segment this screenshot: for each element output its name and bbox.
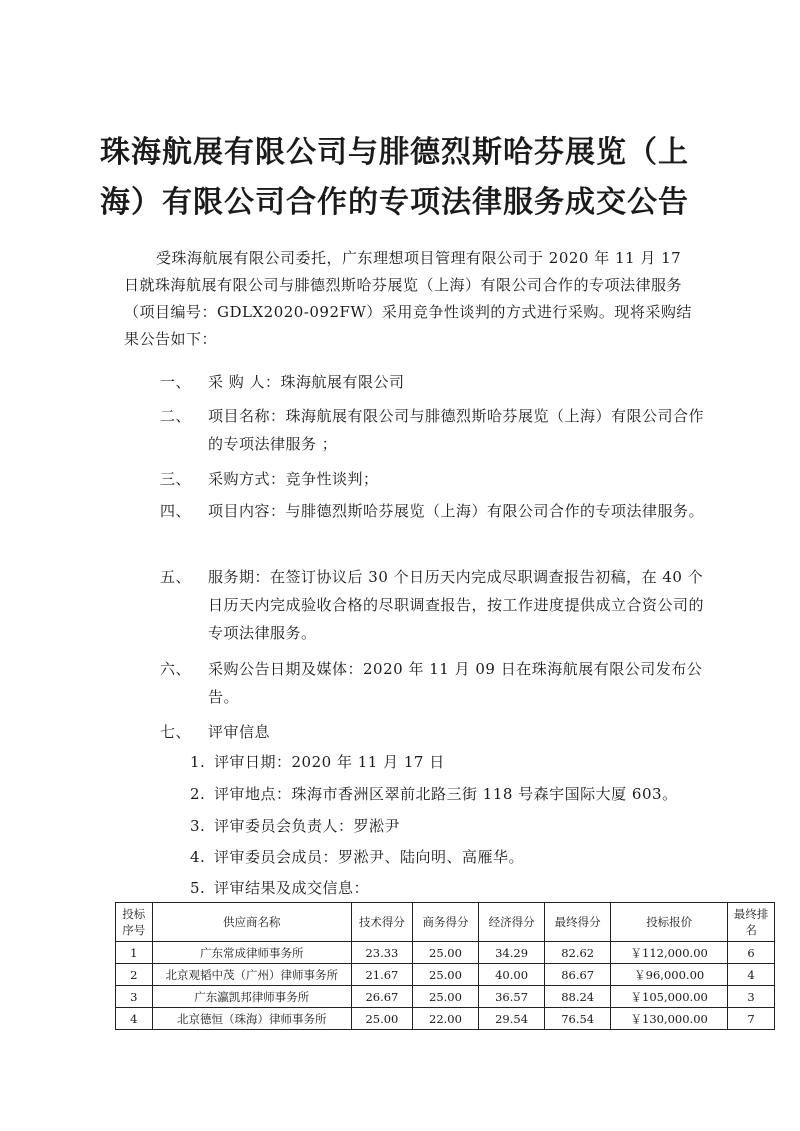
item-service-period [160,563,705,647]
item-number: 一、 [160,373,192,391]
cell-technical-score: 23.33 [351,942,412,964]
cell-final-rank: 6 [728,942,775,964]
table-row [116,986,775,1008]
item-purchaser [160,368,705,396]
review-committee-leader [190,812,700,840]
header-final-score: 最终得分 [545,903,611,942]
header-bid-number: 投标序号 [116,903,153,942]
item-procurement-method [160,465,705,493]
sub-number: 1. [190,753,206,771]
item-project-name [160,402,705,458]
cell-final-rank: 3 [728,986,775,1008]
cell-bid-number: 2 [116,964,153,986]
sub-text: 评审地点：珠海市香洲区翠前北路三街 118 号森宇国际大厦 603。 [214,785,678,803]
cell-business-score: 25.00 [412,964,478,986]
item-text: 采购公告日期及媒体：2020 年 11 月 09 日在珠海航展有限公司发布公告。 [208,660,703,706]
cell-business-score: 25.00 [412,942,478,964]
review-location [190,780,700,808]
review-date [190,748,700,776]
item-number: 二、 [160,407,192,425]
item-project-content [160,497,705,525]
item-text: 项目名称：珠海航展有限公司与腓德烈斯哈芬展览（上海）有限公司合作的专项法律服务 ； [208,407,705,453]
cell-business-score: 22.00 [412,1008,478,1030]
item-text: 采 购 人：珠海航展有限公司 [208,373,405,391]
item-number: 五、 [160,568,192,586]
item-review-info [160,718,705,746]
item-text: 项目内容：与腓德烈斯哈芬展览（上海）有限公司合作的专项法律服务。 [208,502,705,520]
item-number: 六、 [160,660,192,678]
item-text: 服务期：在签订协议后 30 个日历天内完成尽职调查报告初稿，在 40 个日历天内完成验收合格的尽职调查报告，按工作进度提供成立合资公司的专项法律服务。 [208,568,705,642]
table-row [116,964,775,986]
cell-economic-score: 36.57 [479,986,545,1008]
sub-text: 评审委员会成员：罗淞尹、陆向明、高雁华。 [214,848,525,866]
sub-text: 评审委员会负责人：罗淞尹 [214,817,401,835]
table-header-row [116,903,775,942]
cell-final-score: 86.67 [545,964,611,986]
cell-bid-price: ￥96,000.00 [611,964,728,986]
document-title: 珠海航展有限公司与腓德烈斯哈芬展览（上海）有限公司合作的专项法律服务成交公告 [100,135,689,220]
item-text: 评审信息 [208,723,271,741]
cell-supplier-name: 广东瀛凯邦律师事务所 [152,986,351,1008]
item-announcement-date [160,655,705,711]
cell-economic-score: 34.29 [479,942,545,964]
header-final-rank: 最终排名 [728,903,775,942]
item-number: 四、 [160,502,192,520]
cell-technical-score: 26.67 [351,986,412,1008]
cell-supplier-name: 北京观韬中茂（广州）律师事务所 [152,964,351,986]
sub-number: 3. [190,817,206,835]
results-table [115,902,775,1030]
item-text: 采购方式：竞争性谈判； [208,470,379,488]
cell-bid-number: 4 [116,1008,153,1030]
cell-bid-price: ￥105,000.00 [611,986,728,1008]
cell-bid-price: ￥130,000.00 [611,1008,728,1030]
cell-bid-number: 3 [116,986,153,1008]
table-row [116,942,775,964]
review-committee-members [190,843,700,871]
cell-bid-number: 1 [116,942,153,964]
cell-supplier-name: 广东常成律师事务所 [152,942,351,964]
cell-final-score: 88.24 [545,986,611,1008]
sub-text: 评审结果及成交信息： [214,879,370,897]
cell-bid-price: ￥112,000.00 [611,942,728,964]
sub-number: 4. [190,848,206,866]
cell-technical-score: 21.67 [351,964,412,986]
intro-paragraph: 受珠海航展有限公司委托，广东理想项目管理有限公司于 2020 年 11 月 17 日就珠海航展有限公司与腓德烈斯哈芬展览（上海）有限公司合作的专项法律服务 （项目编号：GDLX2020-092FW）采用竞争性谈判的方式进行采购。现将采购结果公告如下： [124,249,692,348]
cell-final-rank: 4 [728,964,775,986]
cell-final-score: 76.54 [545,1008,611,1030]
review-results-heading [190,874,700,902]
cell-supplier-name: 北京德恒（珠海）律师事务所 [152,1008,351,1030]
cell-economic-score: 29.54 [479,1008,545,1030]
cell-technical-score: 25.00 [351,1008,412,1030]
header-bid-price: 投标报价 [611,903,728,942]
sub-text: 评审日期：2020 年 11 月 17 日 [214,753,445,771]
header-economic-score: 经济得分 [479,903,545,942]
item-number: 七、 [160,723,192,741]
header-supplier-name: 供应商名称 [152,903,351,942]
sub-number: 5. [190,879,206,897]
sub-number: 2. [190,785,206,803]
cell-economic-score: 40.00 [479,964,545,986]
item-number: 三、 [160,470,192,488]
cell-final-score: 82.62 [545,942,611,964]
header-business-score: 商务得分 [412,903,478,942]
cell-final-rank: 7 [728,1008,775,1030]
table-row [116,1008,775,1030]
cell-business-score: 25.00 [412,986,478,1008]
header-technical-score: 技术得分 [351,903,412,942]
